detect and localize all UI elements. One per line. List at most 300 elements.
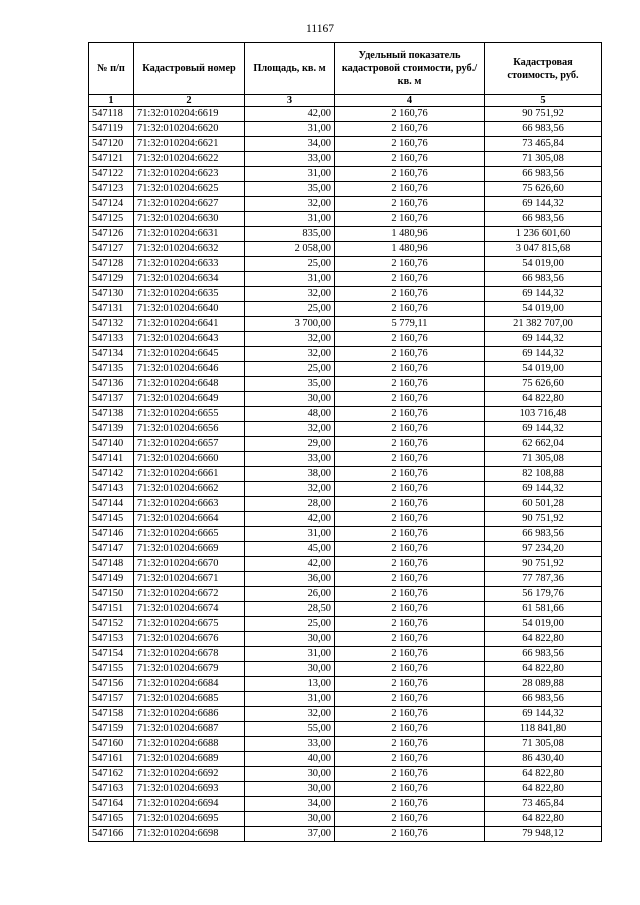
cell-cadastral-number: 71:32:010204:6688 [134, 737, 245, 752]
cell-row-number: 547136 [89, 377, 134, 392]
cell-cadastral-number: 71:32:010204:6685 [134, 692, 245, 707]
cell-cadastral-number: 71:32:010204:6670 [134, 557, 245, 572]
cell-cadastral-number: 71:32:010204:6645 [134, 347, 245, 362]
cell-row-number: 547144 [89, 497, 134, 512]
cell-area: 13,00 [245, 677, 335, 692]
table-row [89, 227, 602, 242]
cell-cadastral-value: 66 983,56 [485, 527, 602, 542]
cell-specific-value: 2 160,76 [335, 392, 485, 407]
table-row [89, 482, 602, 497]
table-row [89, 662, 602, 677]
cell-cadastral-value: 66 983,56 [485, 167, 602, 182]
cell-specific-value: 2 160,76 [335, 707, 485, 722]
table-row [89, 362, 602, 377]
cell-specific-value: 2 160,76 [335, 617, 485, 632]
cell-row-number: 547135 [89, 362, 134, 377]
table-row [89, 107, 602, 122]
cell-cadastral-value: 77 787,36 [485, 572, 602, 587]
cell-cadastral-value: 73 465,84 [485, 137, 602, 152]
cell-cadastral-value: 69 144,32 [485, 482, 602, 497]
cell-cadastral-number: 71:32:010204:6635 [134, 287, 245, 302]
cell-row-number: 547145 [89, 512, 134, 527]
cell-cadastral-value: 3 047 815,68 [485, 242, 602, 257]
cell-cadastral-number: 71:32:010204:6662 [134, 482, 245, 497]
cell-row-number: 547138 [89, 407, 134, 422]
cell-cadastral-value: 60 501,28 [485, 497, 602, 512]
cell-specific-value: 1 480,96 [335, 242, 485, 257]
cell-specific-value: 2 160,76 [335, 602, 485, 617]
table-row [89, 392, 602, 407]
cell-area: 32,00 [245, 482, 335, 497]
cell-row-number: 547140 [89, 437, 134, 452]
cell-cadastral-number: 71:32:010204:6687 [134, 722, 245, 737]
cell-cadastral-value: 62 662,04 [485, 437, 602, 452]
cell-row-number: 547132 [89, 317, 134, 332]
cell-cadastral-number: 71:32:010204:6671 [134, 572, 245, 587]
table-row [89, 452, 602, 467]
table-row [89, 587, 602, 602]
cell-specific-value: 2 160,76 [335, 482, 485, 497]
table-row [89, 722, 602, 737]
cell-specific-value: 2 160,76 [335, 167, 485, 182]
cell-specific-value: 2 160,76 [335, 722, 485, 737]
cell-cadastral-value: 54 019,00 [485, 302, 602, 317]
cell-cadastral-value: 71 305,08 [485, 737, 602, 752]
cell-area: 35,00 [245, 377, 335, 392]
cell-area: 28,00 [245, 497, 335, 512]
cell-row-number: 547127 [89, 242, 134, 257]
table-row [89, 377, 602, 392]
cell-cadastral-number: 71:32:010204:6674 [134, 602, 245, 617]
cell-cadastral-value: 64 822,80 [485, 767, 602, 782]
cell-cadastral-value: 71 305,08 [485, 152, 602, 167]
cell-cadastral-number: 71:32:010204:6689 [134, 752, 245, 767]
header-specific-value: Удельный показатель кадастровой стоимости, руб./кв. м [335, 43, 485, 95]
cell-cadastral-number: 71:32:010204:6678 [134, 647, 245, 662]
cell-row-number: 547163 [89, 782, 134, 797]
cell-row-number: 547166 [89, 827, 134, 842]
table-row [89, 827, 602, 842]
cell-area: 31,00 [245, 692, 335, 707]
cell-cadastral-number: 71:32:010204:6694 [134, 797, 245, 812]
table-row [89, 707, 602, 722]
table-row [89, 677, 602, 692]
cell-row-number: 547160 [89, 737, 134, 752]
table-row [89, 272, 602, 287]
cell-cadastral-value: 71 305,08 [485, 452, 602, 467]
cell-area: 25,00 [245, 617, 335, 632]
cell-specific-value: 2 160,76 [335, 662, 485, 677]
header-cadastral-number: Кадастровый номер [134, 43, 245, 95]
table-row [89, 437, 602, 452]
cell-cadastral-value: 64 822,80 [485, 632, 602, 647]
cell-cadastral-value: 66 983,56 [485, 692, 602, 707]
cell-area: 3 700,00 [245, 317, 335, 332]
table-row [89, 332, 602, 347]
table-row [89, 752, 602, 767]
cell-cadastral-value: 103 716,48 [485, 407, 602, 422]
table-row [89, 782, 602, 797]
cell-area: 33,00 [245, 152, 335, 167]
cell-cadastral-number: 71:32:010204:6621 [134, 137, 245, 152]
cell-specific-value: 2 160,76 [335, 452, 485, 467]
cell-area: 36,00 [245, 572, 335, 587]
cell-specific-value: 2 160,76 [335, 797, 485, 812]
column-number: 2 [134, 95, 245, 107]
cell-specific-value: 2 160,76 [335, 647, 485, 662]
table-row [89, 617, 602, 632]
cell-cadastral-value: 79 948,12 [485, 827, 602, 842]
table-row [89, 422, 602, 437]
cell-area: 32,00 [245, 332, 335, 347]
cell-cadastral-number: 71:32:010204:6686 [134, 707, 245, 722]
cell-area: 45,00 [245, 542, 335, 557]
cell-row-number: 547118 [89, 107, 134, 122]
cell-specific-value: 2 160,76 [335, 302, 485, 317]
column-number: 3 [245, 95, 335, 107]
table-row [89, 122, 602, 137]
cell-cadastral-number: 71:32:010204:6692 [134, 767, 245, 782]
cell-row-number: 547148 [89, 557, 134, 572]
cadastral-value-table [88, 42, 602, 842]
cell-row-number: 547143 [89, 482, 134, 497]
cell-specific-value: 2 160,76 [335, 377, 485, 392]
cell-specific-value: 2 160,76 [335, 137, 485, 152]
header-cadastral-value: Кадастровая стоимость, руб. [485, 43, 602, 95]
cell-row-number: 547146 [89, 527, 134, 542]
cell-row-number: 547151 [89, 602, 134, 617]
table-row [89, 572, 602, 587]
column-number-row [89, 95, 602, 107]
cell-cadastral-value: 90 751,92 [485, 512, 602, 527]
cell-specific-value: 2 160,76 [335, 542, 485, 557]
cell-row-number: 547156 [89, 677, 134, 692]
cell-cadastral-number: 71:32:010204:6634 [134, 272, 245, 287]
table-row [89, 797, 602, 812]
cell-specific-value: 1 480,96 [335, 227, 485, 242]
cell-cadastral-number: 71:32:010204:6669 [134, 542, 245, 557]
cell-cadastral-value: 66 983,56 [485, 272, 602, 287]
table-row [89, 317, 602, 332]
cell-cadastral-number: 71:32:010204:6665 [134, 527, 245, 542]
cell-specific-value: 2 160,76 [335, 347, 485, 362]
table-row [89, 302, 602, 317]
table-row [89, 287, 602, 302]
cell-cadastral-value: 56 179,76 [485, 587, 602, 602]
cell-cadastral-value: 90 751,92 [485, 107, 602, 122]
cell-row-number: 547125 [89, 212, 134, 227]
cell-row-number: 547161 [89, 752, 134, 767]
cell-area: 42,00 [245, 557, 335, 572]
cell-specific-value: 2 160,76 [335, 362, 485, 377]
cell-cadastral-number: 71:32:010204:6649 [134, 392, 245, 407]
cell-cadastral-number: 71:32:010204:6657 [134, 437, 245, 452]
cell-row-number: 547124 [89, 197, 134, 212]
cell-area: 35,00 [245, 182, 335, 197]
cell-cadastral-value: 54 019,00 [485, 362, 602, 377]
cell-specific-value: 2 160,76 [335, 437, 485, 452]
cell-row-number: 547150 [89, 587, 134, 602]
cell-cadastral-number: 71:32:010204:6620 [134, 122, 245, 137]
cell-cadastral-number: 71:32:010204:6672 [134, 587, 245, 602]
cell-row-number: 547137 [89, 392, 134, 407]
cell-area: 42,00 [245, 512, 335, 527]
cell-cadastral-value: 61 581,66 [485, 602, 602, 617]
cell-area: 32,00 [245, 347, 335, 362]
cell-cadastral-value: 86 430,40 [485, 752, 602, 767]
table-body [89, 107, 602, 842]
cell-row-number: 547119 [89, 122, 134, 137]
table-row [89, 257, 602, 272]
cell-cadastral-number: 71:32:010204:6693 [134, 782, 245, 797]
cell-cadastral-value: 69 144,32 [485, 422, 602, 437]
cell-area: 25,00 [245, 362, 335, 377]
cell-cadastral-value: 64 822,80 [485, 782, 602, 797]
cell-row-number: 547126 [89, 227, 134, 242]
cell-area: 2 058,00 [245, 242, 335, 257]
cell-row-number: 547129 [89, 272, 134, 287]
cell-specific-value: 2 160,76 [335, 512, 485, 527]
cell-cadastral-value: 73 465,84 [485, 797, 602, 812]
cell-row-number: 547131 [89, 302, 134, 317]
cell-specific-value: 5 779,11 [335, 317, 485, 332]
cell-cadastral-number: 71:32:010204:6646 [134, 362, 245, 377]
table-row [89, 767, 602, 782]
table-row [89, 197, 602, 212]
cell-cadastral-number: 71:32:010204:6661 [134, 467, 245, 482]
cell-cadastral-value: 66 983,56 [485, 647, 602, 662]
cell-row-number: 547155 [89, 662, 134, 677]
cell-cadastral-value: 69 144,32 [485, 287, 602, 302]
cell-specific-value: 2 160,76 [335, 272, 485, 287]
cell-row-number: 547164 [89, 797, 134, 812]
cell-cadastral-value: 75 626,60 [485, 182, 602, 197]
cell-cadastral-number: 71:32:010204:6632 [134, 242, 245, 257]
cell-area: 30,00 [245, 782, 335, 797]
cell-row-number: 547142 [89, 467, 134, 482]
cell-cadastral-number: 71:32:010204:6627 [134, 197, 245, 212]
cell-specific-value: 2 160,76 [335, 287, 485, 302]
cell-row-number: 547133 [89, 332, 134, 347]
cell-cadastral-number: 71:32:010204:6640 [134, 302, 245, 317]
cell-area: 31,00 [245, 212, 335, 227]
cell-area: 32,00 [245, 422, 335, 437]
table-row [89, 212, 602, 227]
cell-cadastral-value: 64 822,80 [485, 392, 602, 407]
cell-row-number: 547134 [89, 347, 134, 362]
cell-specific-value: 2 160,76 [335, 812, 485, 827]
cell-specific-value: 2 160,76 [335, 827, 485, 842]
table-row [89, 692, 602, 707]
cell-area: 31,00 [245, 647, 335, 662]
table-row [89, 512, 602, 527]
cell-cadastral-value: 90 751,92 [485, 557, 602, 572]
cell-row-number: 547152 [89, 617, 134, 632]
cell-area: 37,00 [245, 827, 335, 842]
cell-area: 31,00 [245, 122, 335, 137]
cell-specific-value: 2 160,76 [335, 557, 485, 572]
cell-specific-value: 2 160,76 [335, 332, 485, 347]
cell-cadastral-number: 71:32:010204:6631 [134, 227, 245, 242]
table-row [89, 737, 602, 752]
cell-cadastral-value: 21 382 707,00 [485, 317, 602, 332]
cell-area: 26,00 [245, 587, 335, 602]
cell-cadastral-number: 71:32:010204:6655 [134, 407, 245, 422]
cell-row-number: 547130 [89, 287, 134, 302]
cell-row-number: 547147 [89, 542, 134, 557]
table-row [89, 137, 602, 152]
cell-row-number: 547123 [89, 182, 134, 197]
cell-cadastral-number: 71:32:010204:6643 [134, 332, 245, 347]
cell-cadastral-number: 71:32:010204:6630 [134, 212, 245, 227]
cell-area: 32,00 [245, 707, 335, 722]
cell-area: 31,00 [245, 272, 335, 287]
cell-area: 29,00 [245, 437, 335, 452]
cell-area: 31,00 [245, 167, 335, 182]
header-row-number: № п/п [89, 43, 134, 95]
cell-cadastral-value: 1 236 601,60 [485, 227, 602, 242]
cell-specific-value: 2 160,76 [335, 692, 485, 707]
cell-row-number: 547157 [89, 692, 134, 707]
cell-specific-value: 2 160,76 [335, 782, 485, 797]
cell-area: 25,00 [245, 257, 335, 272]
cell-area: 34,00 [245, 137, 335, 152]
cell-specific-value: 2 160,76 [335, 632, 485, 647]
cell-row-number: 547159 [89, 722, 134, 737]
column-number: 5 [485, 95, 602, 107]
cell-cadastral-number: 71:32:010204:6676 [134, 632, 245, 647]
cell-specific-value: 2 160,76 [335, 257, 485, 272]
cell-area: 28,50 [245, 602, 335, 617]
cell-cadastral-number: 71:32:010204:6625 [134, 182, 245, 197]
cell-cadastral-number: 71:32:010204:6633 [134, 257, 245, 272]
cell-row-number: 547122 [89, 167, 134, 182]
column-number: 4 [335, 95, 485, 107]
table-row [89, 467, 602, 482]
cell-cadastral-number: 71:32:010204:6664 [134, 512, 245, 527]
cell-cadastral-number: 71:32:010204:6619 [134, 107, 245, 122]
cell-cadastral-value: 69 144,32 [485, 707, 602, 722]
cell-area: 40,00 [245, 752, 335, 767]
cell-cadastral-value: 97 234,20 [485, 542, 602, 557]
cell-cadastral-number: 71:32:010204:6679 [134, 662, 245, 677]
cell-row-number: 547121 [89, 152, 134, 167]
table-row [89, 242, 602, 257]
cell-cadastral-value: 64 822,80 [485, 812, 602, 827]
cell-specific-value: 2 160,76 [335, 197, 485, 212]
cell-specific-value: 2 160,76 [335, 587, 485, 602]
cell-area: 33,00 [245, 737, 335, 752]
cell-cadastral-value: 69 144,32 [485, 197, 602, 212]
cell-area: 25,00 [245, 302, 335, 317]
cell-row-number: 547162 [89, 767, 134, 782]
cell-row-number: 547153 [89, 632, 134, 647]
cell-cadastral-number: 71:32:010204:6656 [134, 422, 245, 437]
cell-specific-value: 2 160,76 [335, 422, 485, 437]
cell-row-number: 547149 [89, 572, 134, 587]
cell-row-number: 547158 [89, 707, 134, 722]
cell-area: 31,00 [245, 527, 335, 542]
cell-cadastral-value: 118 841,80 [485, 722, 602, 737]
cell-area: 30,00 [245, 767, 335, 782]
cell-cadastral-value: 28 089,88 [485, 677, 602, 692]
column-number: 1 [89, 95, 134, 107]
cell-cadastral-value: 54 019,00 [485, 257, 602, 272]
cell-area: 48,00 [245, 407, 335, 422]
table-row [89, 497, 602, 512]
cell-cadastral-number: 71:32:010204:6622 [134, 152, 245, 167]
cell-specific-value: 2 160,76 [335, 527, 485, 542]
cell-area: 835,00 [245, 227, 335, 242]
cell-row-number: 547128 [89, 257, 134, 272]
cell-area: 32,00 [245, 287, 335, 302]
page-number: 11167 [306, 23, 334, 35]
cell-cadastral-number: 71:32:010204:6623 [134, 167, 245, 182]
cell-area: 30,00 [245, 662, 335, 677]
cell-row-number: 547120 [89, 137, 134, 152]
cell-specific-value: 2 160,76 [335, 497, 485, 512]
cell-area: 30,00 [245, 632, 335, 647]
table-row [89, 167, 602, 182]
cell-cadastral-value: 69 144,32 [485, 332, 602, 347]
cell-specific-value: 2 160,76 [335, 182, 485, 197]
cell-area: 30,00 [245, 392, 335, 407]
table-row [89, 812, 602, 827]
table-row [89, 632, 602, 647]
cell-cadastral-value: 82 108,88 [485, 467, 602, 482]
table-row [89, 542, 602, 557]
cell-specific-value: 2 160,76 [335, 572, 485, 587]
cell-cadastral-value: 54 019,00 [485, 617, 602, 632]
cell-row-number: 547141 [89, 452, 134, 467]
cell-cadastral-number: 71:32:010204:6648 [134, 377, 245, 392]
cell-specific-value: 2 160,76 [335, 752, 485, 767]
cell-cadastral-value: 69 144,32 [485, 347, 602, 362]
cell-row-number: 547165 [89, 812, 134, 827]
cell-cadastral-number: 71:32:010204:6695 [134, 812, 245, 827]
cell-cadastral-value: 66 983,56 [485, 122, 602, 137]
cell-specific-value: 2 160,76 [335, 407, 485, 422]
cell-specific-value: 2 160,76 [335, 767, 485, 782]
cell-area: 32,00 [245, 197, 335, 212]
cell-specific-value: 2 160,76 [335, 737, 485, 752]
table-row [89, 527, 602, 542]
cell-area: 38,00 [245, 467, 335, 482]
cell-cadastral-value: 64 822,80 [485, 662, 602, 677]
cell-area: 34,00 [245, 797, 335, 812]
table-row [89, 407, 602, 422]
cell-row-number: 547154 [89, 647, 134, 662]
cell-specific-value: 2 160,76 [335, 152, 485, 167]
cell-specific-value: 2 160,76 [335, 122, 485, 137]
cell-cadastral-value: 66 983,56 [485, 212, 602, 227]
cell-cadastral-number: 71:32:010204:6660 [134, 452, 245, 467]
cell-row-number: 547139 [89, 422, 134, 437]
table-row [89, 347, 602, 362]
cell-specific-value: 2 160,76 [335, 212, 485, 227]
cell-specific-value: 2 160,76 [335, 677, 485, 692]
cell-area: 55,00 [245, 722, 335, 737]
cell-area: 33,00 [245, 452, 335, 467]
cell-cadastral-number: 71:32:010204:6663 [134, 497, 245, 512]
cell-specific-value: 2 160,76 [335, 107, 485, 122]
cell-area: 42,00 [245, 107, 335, 122]
table-row [89, 182, 602, 197]
table-row [89, 557, 602, 572]
header-area: Площадь, кв. м [245, 43, 335, 95]
header-row [89, 43, 602, 95]
cell-cadastral-number: 71:32:010204:6641 [134, 317, 245, 332]
